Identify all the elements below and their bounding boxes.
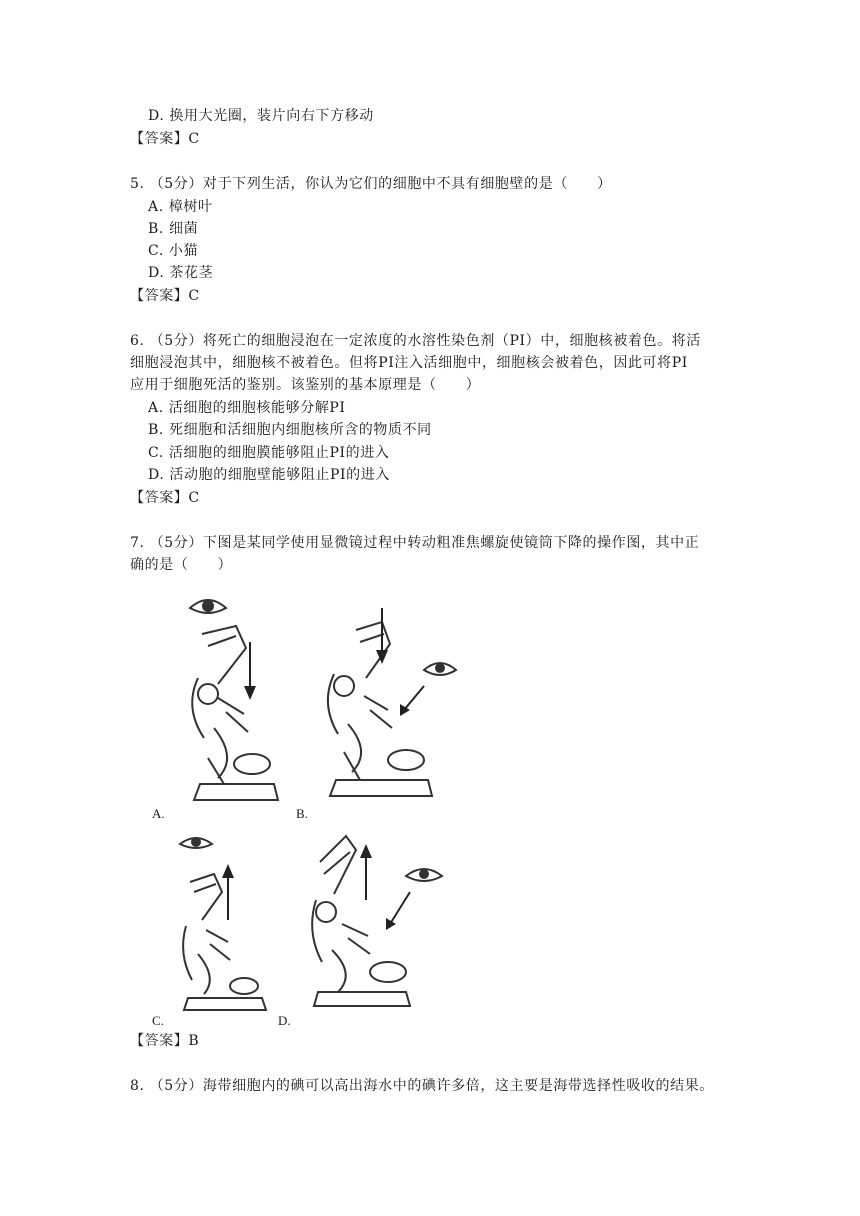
figure-label-a: A. <box>152 806 165 821</box>
q6-stem-line-3: 应用于细胞死活的鉴别。该鉴别的基本原理是（ ） <box>130 377 481 393</box>
microscope-eye-side-arrow-up-icon <box>306 832 456 1012</box>
q7-answer: 【答案】B <box>130 1033 200 1049</box>
microscope-figure-c <box>176 830 276 1015</box>
q6-option-c: C. 活细胞的细胞膜能够阻止PI的进入 <box>148 445 390 461</box>
q6-option-b: B. 死细胞和活细胞内细胞核所含的物质不同 <box>148 422 432 438</box>
q6-option-a: A. 活细胞的细胞核能够分解PI <box>148 400 346 416</box>
q6-answer: 【答案】C <box>130 490 200 506</box>
q5-stem: 5. （5分）对于下列生活，你认为它们的细胞中不具有细胞壁的是（ ） <box>130 176 612 192</box>
microscope-eye-top-arrow-down-icon <box>178 588 288 818</box>
q4-option-d: D. 换用大光圈，装片向右下方移动 <box>148 108 374 124</box>
microscope-eye-top-arrow-up-icon <box>176 830 276 1015</box>
q5-answer: 【答案】C <box>130 288 200 304</box>
microscope-figure-d <box>306 832 456 1012</box>
q5-option-d: D. 茶花茎 <box>148 265 214 281</box>
q7-stem-line-1: 7. （5分）下图是某同学使用显微镜过程中转动粗准焦螺旋使镜筒下降的操作图，其中正 <box>130 535 700 551</box>
microscope-eye-side-arrow-down-icon <box>316 600 466 815</box>
q5-option-c: C. 小猫 <box>148 243 199 259</box>
figure-label-d: D. <box>278 1013 291 1028</box>
q6-stem-line-2: 细胞浸泡其中，细胞核不被着色。但将PI注入活细胞中，细胞核会被着色，因此可将PI <box>130 355 688 371</box>
microscope-figure-b <box>316 600 466 815</box>
figure-label-c: C. <box>152 1013 164 1028</box>
q6-stem-line-1: 6. （5分）将死亡的细胞浸泡在一定浓度的水溶性染色剂（PI）中，细胞核被着色。将活 <box>130 333 701 349</box>
figure-label-b: B. <box>296 806 308 821</box>
q6-option-d: D. 活动胞的细胞壁能够阻止PI的进入 <box>148 467 390 483</box>
microscope-figure-a <box>178 588 288 818</box>
q7-stem-line-2: 确的是（ ） <box>130 557 233 573</box>
q4-answer: 【答案】C <box>130 131 200 147</box>
q5-option-a: A. 樟树叶 <box>148 199 213 215</box>
q5-option-b: B. 细菌 <box>148 221 199 237</box>
q8-stem: 8. （5分）海带细胞内的碘可以高出海水中的碘许多倍，这主要是海带选择性吸收的结果。 <box>130 1078 714 1094</box>
